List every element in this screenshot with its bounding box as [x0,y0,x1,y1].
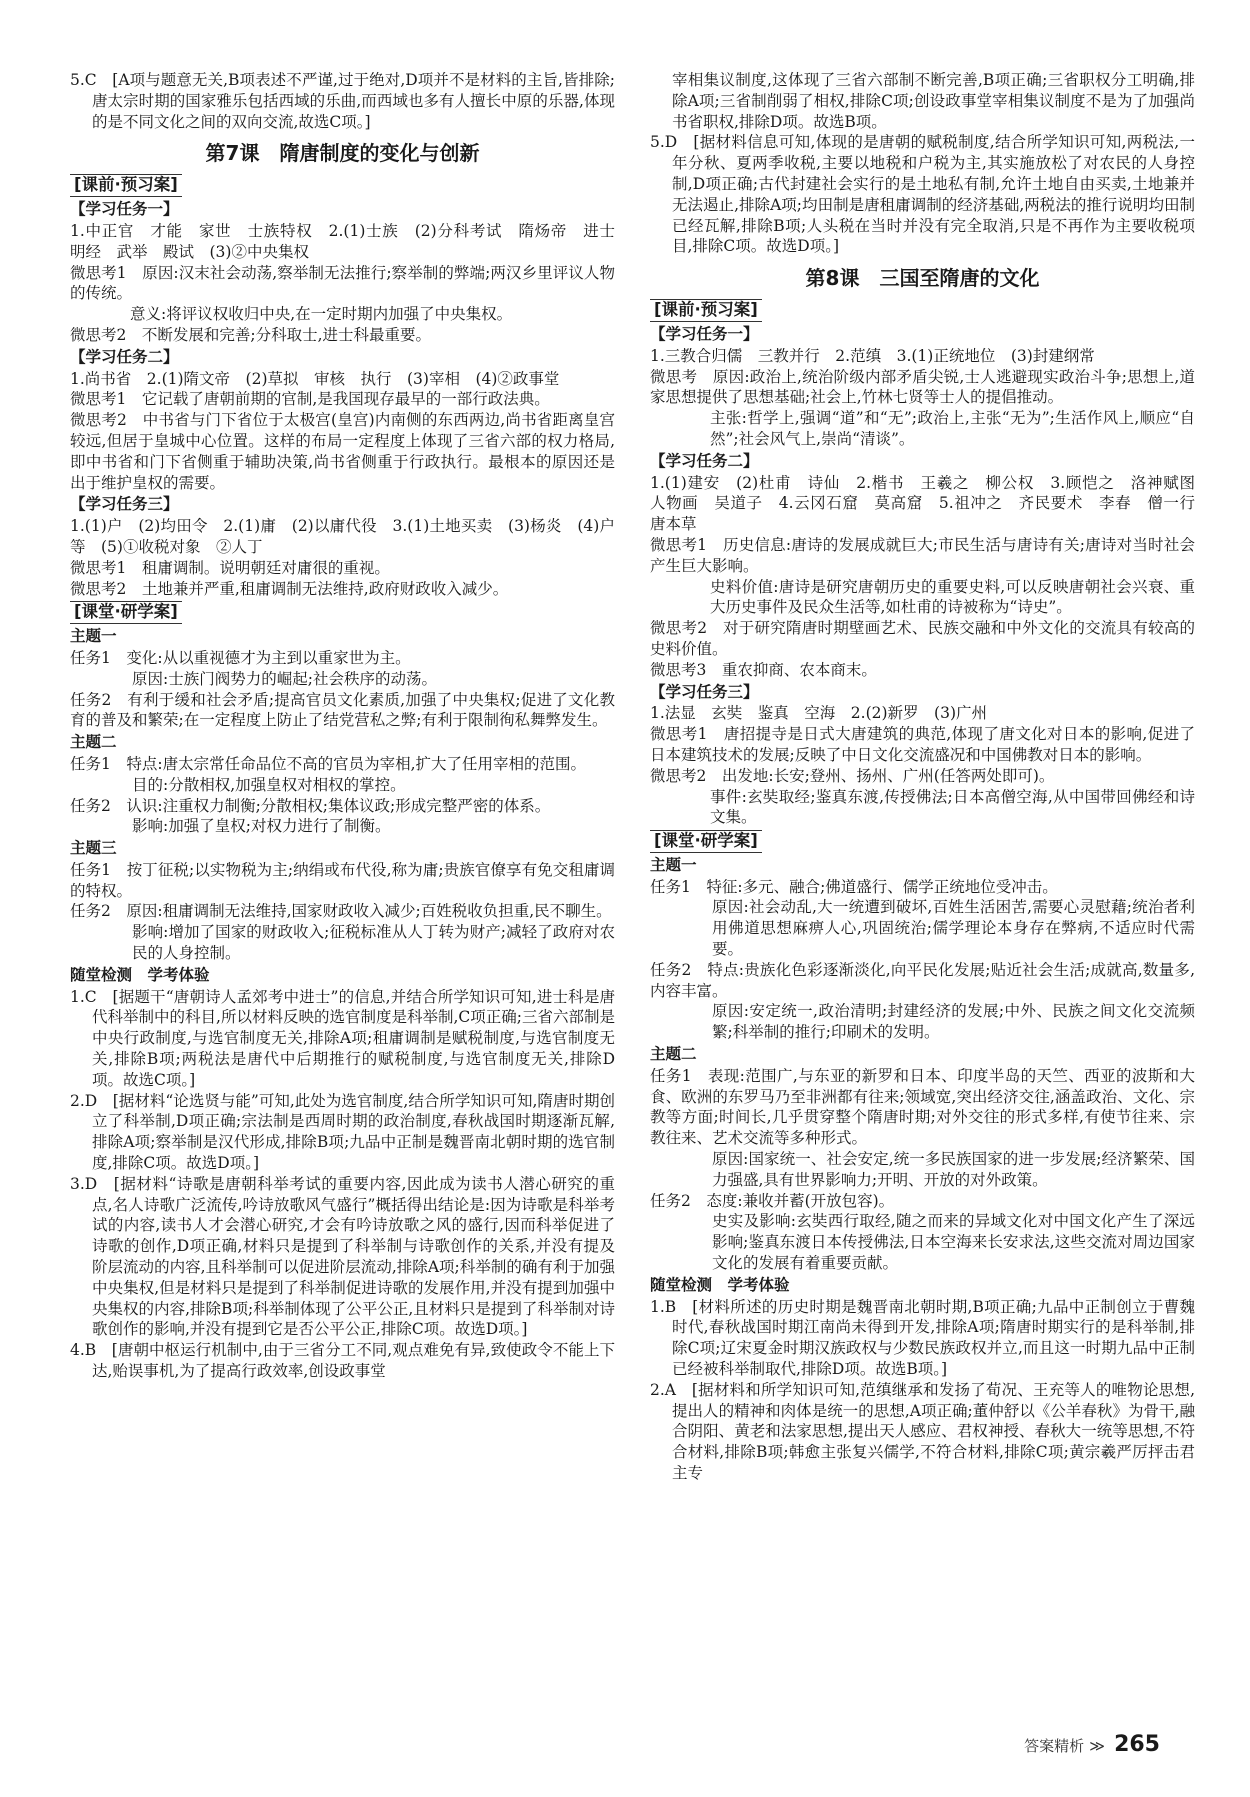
l8-task-3-heading: 【学习任务三】 [650,682,759,701]
check-answer-2: 2.D [据材料“论选贤与能”可知,此处为选官制度,结合所学知识可知,隋唐时期创立了科举制,D项正确;宗法制是西周时期的政治制度,春秋战国时期逐渐瓦解,排除A项;察举制是汉代形成,排除B项;九品中正制是魏晋南北朝时期的选官制度,排除C项。故选D项。] [70,1091,615,1173]
page-footer [1024,1732,1160,1757]
theme-3-task-2-impact: 影响:增加了国家的财政收入;征税标准从人丁转为财产;减轻了政府对农民的人身控制。 [132,923,615,963]
check-answer-1: 1.C [据题干“唐朝诗人孟郊考中进士”的信息,并结合所学知识可知,进士科是唐代科举制中的科目,所以材料反映的选官制度是科举制,C项正确;三省六部制是中央行政制度,与选官制度无关,排除A项;租庸调制是赋税制度,与选官制度无关,排除B项;两税法是唐代中后期推行的赋税制度,与选官制度无关,排除D项。故选C项。] [70,987,615,1089]
task-3-heading: 【学习任务三】 [70,495,179,514]
right-column [650,70,1211,1484]
theme-1-task-2: 任务2 有利于缓和社会矛盾;提高官员文化素质,加强了中央集权;促进了文化教育的普及和繁荣;在一定程度上防止了结党营私之弊;有利于限制徇私舞弊发生。 [70,690,615,730]
section-preview: [课前·预习案] [70,174,182,197]
micro-think-1-significance: 意义:将评议权收归中央,在一定时期内加强了中央集权。 [130,305,513,324]
theme-3-heading: 主题三 [70,839,117,858]
l8-task-3-micro-think-1: 微思考1 唐招提寺是日式大唐建筑的典范,体现了唐文化对日本的影响,促进了日本建筑技术的发展;反映了中日文化交流盛况和中国佛教对日本的影响。 [650,725,1195,764]
l8-task-1-heading: 【学习任务一】 [650,324,759,343]
section-classroom-8: [课堂·研学案] [650,830,762,853]
theme-3-task-1: 任务1 按丁征税;以实物税为主;纳绢或布代役,称为庸;贵族官僚享有免交租庸调的特权。 [70,860,615,900]
theme-2-task-1: 任务1 特点:唐太宗常任命品位不高的官员为宰相,扩大了任用宰相的范围。 [70,754,587,773]
l8-task-2-micro-think-1-value: 史料价值:唐诗是研究唐朝历史的重要史料,可以反映唐朝社会兴衰、重大历史事件及民众生活等,如杜甫的诗被称为“诗史”。 [710,577,1195,617]
task-3-answers: 1.(1)户 (2)均田令 2.(1)庸 (2)以庸代役 3.(1)土地买卖 (3)杨炎 (4)户等 (5)①收税对象 ②人丁 [70,517,615,556]
l8-task-1-answers: 1.三教合归儒 三教并行 2.范缜 3.(1)正统地位 (3)封建纲常 [650,346,1095,365]
task-2-micro-think-1: 微思考1 它记载了唐朝前期的官制,是我国现存最早的一部行政法典。 [70,390,550,409]
l8-theme-2-task-1: 任务1 表现:范围广,与东亚的新罗和日本、印度半岛的天竺、西亚的波斯和大食、欧洲的东罗马乃至非洲都有往来;领域宽,突出经济交往,涵盖政治、文化、宗教等方面;时间长,几乎贯穿整个隋唐时期;对外交往的形式多样,有使节往来、宗教往来、艺术交流等多种形式。 [650,1066,1195,1148]
l8-task-2-answers: 1.(1)建安 (2)杜甫 诗仙 2.楷书 王羲之 柳公权 3.顾恺之 洛神赋图 人物画 吴道子 4.云冈石窟 莫高窟 5.祖冲之 齐民要术 李春 僧一行 唐本草 [650,473,1211,534]
check-answer-4-continued: 宰相集议制度,这体现了三省六部制不断完善,B项正确;三省职权分工明确,排除A项;三省制削弱了相权,排除C项;创设政事堂宰相集议制度不是为了加强尚书省职权,排除D项。故选B项。 [672,71,1195,131]
l8-check-answer-1: 1.B [材料所述的历史时期是魏晋南北朝时期,B项正确;九品中正制创立于曹魏时代,春秋战国时期江南尚未得到开发,排除A项;隋唐时期实行的是科举制,排除C项;辽宋夏金时期汉族政权与少数民族政权并立,而且这一时期九品中正制已经被科举制取代,排除D项。故选B项。] [650,1297,1195,1379]
page-number: 265 [1114,1732,1160,1757]
l8-task-3-answers: 1.法显 玄奘 鉴真 空海 2.(2)新罗 (3)广州 [650,704,987,723]
theme-2-task-2: 任务2 认识:注重权力制衡;分散相权;集体议政;形成完整严密的体系。 [70,796,551,815]
check-heading: 随堂检测 学考体验 [70,965,210,984]
lesson-8-title: 第8课 三国至隋唐的文化 [805,266,1040,291]
task-2-heading: 【学习任务二】 [70,347,179,366]
l8-theme-1-task-1: 任务1 特征:多元、融合;佛道盛行、儒学正统地位受冲击。 [650,877,1058,896]
l8-micro-think-claims: 主张:哲学上,强调“道”和“无”;政治上,主张“无为”;生活作风上,顺应“自然”;社会风气上,崇尚“清谈”。 [710,409,1195,448]
section-preview-8: [课前·预习案] [650,299,762,322]
theme-1-task-1-reason: 原因:士族门阀势力的崛起;社会秩序的动荡。 [132,669,437,688]
l8-theme-1-task-1-reason: 原因:社会动乱,大一统遭到破坏,百姓生活困苦,需要心灵慰藉;统治者利用佛道思想麻痹人心,巩固统治;儒学理论本身存在弊病,不适应时代需要。 [712,898,1195,959]
l8-task-2-micro-think-2: 微思考2 对于研究隋唐时期壁画艺术、民族交融和中外文化的交流具有较高的史料价值。 [650,619,1195,658]
left-column [70,70,631,1382]
l8-theme-1-task-2-reason: 原因:安定统一,政治清明;封建经济的发展;中外、民族之间文化交流频繁;科举制的推行;印刷术的发明。 [712,1002,1195,1042]
lesson-7-title: 第7课 隋唐制度的变化与创新 [205,141,480,166]
double-chevron-icon: ≫ [1089,1737,1105,1755]
l8-check-answer-2: 2.A [据材料和所学知识可知,范缜继承和发扬了荀况、王充等人的唯物论思想,提出人的精神和肉体是统一的思想,A项正确;董仲舒以《公羊春秋》为骨干,融合阴阳、黄老和法家思想,提出天人感应、君权神授、春秋大一统等思想,不符合材料,排除B项;韩愈主张复兴儒学,不符合材料,排除C项;黄宗羲严厉抨击君主专 [650,1380,1195,1482]
l8-task-2-heading: 【学习任务二】 [650,451,759,470]
micro-think-1: 微思考1 原因:汉末社会动荡,察举制无法推行;察举制的弊端;两汉乡里评议人物的传统。 [70,263,615,303]
l8-theme-2-task-2: 任务2 态度:兼收并蓄(开放包容)。 [650,1191,895,1210]
task-2-answers: 1.尚书省 2.(1)隋文帝 (2)草拟 审核 执行 (3)宰相 (4)②政事堂 [70,369,560,388]
answer-5-tax: 5.D [据材料信息可知,体现的是唐朝的赋税制度,结合所学知识可知,两税法,一年分秋、夏两季收税,主要以地税和户税为主,其实施放松了对农民的人身控制,D项正确;古代封建社会实行的是土地私有制,允许土地自由买卖,土地兼并无法遏止,排除A项;均田制是唐租庸调制的经济基础,两税法的推行说明均田制已经瓦解,排除B项;人头税在当时并没有完全取消,只是不再作为主要收税项目,排除C项。故选D项。] [650,133,1195,256]
micro-think-2: 微思考2 不断发展和完善;分科取士,进士科最重要。 [70,325,432,344]
task-1-heading: 【学习任务一】 [70,200,179,219]
check-answer-4: 4.B [唐朝中枢运行机制中,由于三省分工不同,观点难免有异,致使政令不能上下达,贻误事机,为了提高行政效率,创设政事堂 [70,1341,615,1381]
l8-theme-2-task-2-facts: 史实及影响:玄奘西行取经,随之而来的异域文化对中国文化产生了深远影响;鉴真东渡日本传授佛法,日本空海来长安求法,这些交流对周边国家文化的发展有着重要贡献。 [712,1212,1195,1273]
task-2-micro-think-2: 微思考2 中书省与门下省位于太极宫(皇宫)内南侧的东西两边,尚书省距离皇宫较远,但居于皇城中心位置。这样的布局一定程度上体现了三省六部的权力格局,即中书省和门下省侧重于辅助决策,尚书省侧重于行政执行。最根本的原因还是出于维护皇权的需要。 [70,411,615,492]
check-answer-3: 3.D [据材料“诗歌是唐朝科举考试的重要内容,因此成为读书人潜心研究的重点,名人诗歌广泛流传,吟诗放歌风气盛行”概括得出结论是:因为诗歌是科举考试的内容,读书人才会潜心研究,才会有吟诗放歌之风的盛行,因而科举促进了诗歌的创作,D项正确,材料只是提到了科举制与诗歌创作的关系,并没有提及阶层流动的内容,且科举制可以促进阶层流动,排除A项;科举制的确有利于加强中央集权,但是材料只是提到了科举制促进诗歌的发展作用,并没有提到加强中央集权的内容,排除B项;科举制体现了公平公正,且材料只是提到了科举制对诗歌创作的影响,并没有提到它是否公平公正,排除C项。故选D项。] [70,1174,615,1339]
theme-2-task-1-purpose: 目的:分散相权,加强皇权对相权的掌控。 [132,775,406,794]
l8-micro-think: 微思考 原因:政治上,统治阶级内部矛盾尖锐,士人逃避现实政治斗争;思想上,道家思想提供了思想基础;社会上,竹林七贤等士人的提倡推动。 [650,367,1195,407]
task-3-micro-think-1: 微思考1 租庸调制。说明朝廷对庸很的重视。 [70,558,390,577]
l8-theme-2-task-1-reason: 原因:国家统一、社会安定,统一多民族国家的进一步发展;经济繁荣、国力强盛,具有世界影响力;开明、开放的对外政策。 [712,1150,1195,1189]
l8-task-3-micro-think-2-events: 事件:玄奘取经;鉴真东渡,传授佛法;日本高僧空海,从中国带回佛经和诗文集。 [710,787,1195,827]
theme-3-task-2: 任务2 原因:租庸调制无法维持,国家财政收入减少;百姓税收负担重,民不聊生。 [70,902,612,921]
l8-task-2-micro-think-3: 微思考3 重农抑商、农本商末。 [650,660,877,679]
l8-theme-2-heading: 主题二 [650,1045,697,1064]
theme-2-heading: 主题二 [70,733,117,752]
task-1-answers: 1.中正官 才能 家世 士族特权 2.(1)士族 (2)分科考试 隋炀帝 进士 明经 武举 殿试 (3)②中央集权 [70,221,631,261]
theme-1-task-1: 任务1 变化:从以重视德才为主到以重家世为主。 [70,648,411,667]
l8-task-2-micro-think-1: 微思考1 历史信息:唐诗的发展成就巨大;市民生活与唐诗有关;唐诗对当时社会产生巨大影响。 [650,535,1195,575]
theme-1-heading: 主题一 [70,627,117,646]
l8-theme-1-task-2: 任务2 特点:贵族化色彩逐渐淡化,向平民化发展;贴近社会生活;成就高,数量多,内容丰富。 [650,960,1195,1000]
theme-2-task-2-impact: 影响:加强了皇权;对权力进行了制衡。 [132,817,391,836]
answer-5: 5.C [A项与题意无关,B项表述不严谨,过于绝对,D项并不是材料的主旨,皆排除;唐太宗时期的国家雅乐包括西域的乐曲,而西域也多有人擅长中原的乐器,体现的是不同文化之间的双向交流,故选C项。] [70,71,615,131]
l8-theme-1-heading: 主题一 [650,855,697,874]
footer-label: 答案精析 [1024,1737,1085,1755]
l8-task-3-micro-think-2: 微思考2 出发地:长安;登州、扬州、广州(任答两处即可)。 [650,766,1055,785]
l8-check-heading: 随堂检测 学考体验 [650,1275,790,1294]
section-classroom: [课堂·研学案] [70,601,182,624]
task-3-micro-think-2: 微思考2 土地兼并严重,租庸调制无法维持,政府财政收入减少。 [70,579,509,598]
